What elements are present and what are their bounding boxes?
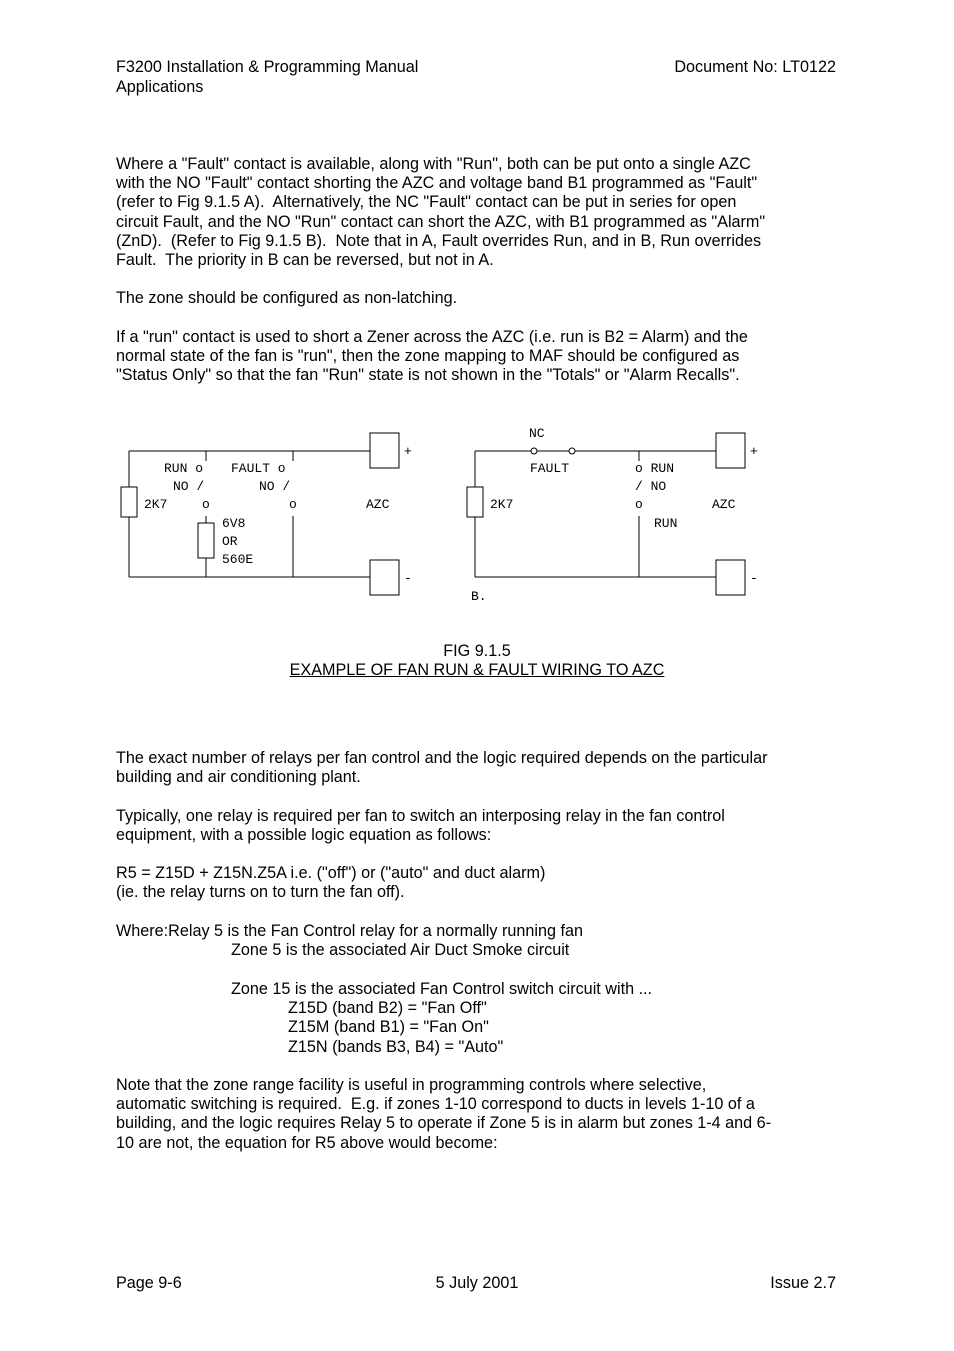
- label-minus: -: [404, 571, 412, 586]
- azc-terminal-plus-a: [370, 433, 399, 468]
- resistor-2k7-a: [121, 487, 137, 517]
- section-name: Applications: [116, 78, 204, 96]
- paragraph-fault-run: [116, 155, 836, 270]
- label-run: o RUN: [635, 461, 675, 476]
- paragraph-zone-range: [116, 1076, 836, 1153]
- label-no: NO /: [259, 479, 291, 494]
- text-line: Where a "Fault" contact is available, along with "Run", both can be put onto a single AZC: [116, 155, 751, 173]
- footer-date: 5 July 2001: [435, 1274, 519, 1292]
- text-line: "Status Only" so that the fan "Run" state is not shown in the "Totals" or "Alarm Recalls".: [116, 366, 740, 385]
- diagram-a: [121, 433, 412, 595]
- wiring-diagram: [0, 420, 954, 620]
- figure-caption: EXAMPLE OF FAN RUN & FAULT WIRING TO AZC: [289, 661, 665, 679]
- text-line: (ZnD). (Refer to Fig 9.1.5 B). Note that in A, Fault overrides Run, and in B, Run overrides: [116, 231, 762, 250]
- paragraph-typical-relay: [116, 807, 836, 845]
- label-zener-6v8: 6V8: [222, 516, 246, 531]
- label-azc: AZC: [366, 497, 390, 512]
- page-number: Page 9-6: [116, 1274, 182, 1292]
- label-zener-or: OR: [222, 534, 238, 549]
- azc-terminal-plus-b: [716, 433, 745, 468]
- where-line-2: Zone 5 is the associated Air Duct Smoke circuit: [231, 941, 570, 959]
- paragraph-non-latching: [116, 289, 836, 308]
- issue-number: Issue 2.7: [770, 1274, 836, 1292]
- band-line-3: Z15N (bands B3, B4) = "Auto": [288, 1038, 504, 1056]
- nc-contact-left: [531, 448, 537, 454]
- label-run: RUN o: [164, 461, 204, 476]
- label-2k7: 2K7: [490, 497, 514, 512]
- azc-terminal-minus-b: [716, 560, 745, 595]
- text-line: building and air conditioning plant.: [116, 768, 361, 787]
- paragraph-equation: [116, 864, 836, 902]
- label-zener-560e: 560E: [222, 552, 254, 567]
- text-line: building, and the logic requires Relay 5 to operate if Zone 5 is in alarm but zones 1-4 and 6-: [116, 1114, 772, 1133]
- label-azc: AZC: [712, 497, 736, 512]
- label-plus: +: [404, 444, 412, 459]
- text-line: If a "run" contact is used to short a Zener across the AZC (i.e. run is B2 = Alarm) and the: [116, 328, 748, 346]
- nc-contact-right: [569, 448, 575, 454]
- label-run-2: RUN: [654, 516, 678, 531]
- label-no: / NO: [635, 479, 667, 494]
- text-line: circuit Fault, and the NO "Run" contact can short the AZC, with B1 programmed as "Alarm": [116, 212, 766, 231]
- label-fault: FAULT: [530, 461, 570, 476]
- text-line: The zone should be configured as non-latching.: [116, 289, 458, 307]
- contact-o: o: [635, 497, 643, 512]
- label-nc: NC: [529, 426, 545, 441]
- label-fault: FAULT o: [231, 461, 286, 476]
- text-line: with the NO "Fault" contact shorting the AZC and voltage band B1 programmed as "Fault": [116, 174, 758, 193]
- paragraph-run-contact: [116, 328, 836, 386]
- zener-diode: [198, 523, 214, 558]
- resistor-2k7-b: [467, 487, 483, 517]
- label-no: NO /: [173, 479, 205, 494]
- band-line-1: Z15D (band B2) = "Fan Off": [288, 999, 487, 1017]
- text-line: The exact number of relays per fan control and the logic required depends on the particular: [116, 749, 768, 767]
- text-line: Fault. The priority in B can be reversed, but not in A.: [116, 251, 494, 270]
- where-line-3: Zone 15 is the associated Fan Control switch circuit with ...: [231, 980, 653, 998]
- figure-number: FIG 9.1.5: [443, 642, 511, 660]
- azc-terminal-minus-a: [370, 560, 399, 595]
- document-number: Document No: LT0122: [674, 58, 836, 76]
- text-line: (refer to Fig 9.1.5 A). Alternatively, the NC "Fault" contact can be put in series for open: [116, 193, 737, 212]
- contact-o: o: [289, 497, 297, 512]
- diagram-b: [467, 426, 758, 604]
- text-line: normal state of the fan is "run", then the zone mapping to MAF should be configured as: [116, 347, 740, 366]
- text-line: equipment, with a possible logic equation as follows:: [116, 826, 492, 845]
- label-b: B.: [471, 589, 487, 604]
- label-plus: +: [750, 444, 758, 459]
- text-line: (ie. the relay turns on to turn the fan off).: [116, 883, 405, 902]
- contact-o: o: [202, 497, 210, 512]
- label-2k7: 2K7: [144, 497, 168, 512]
- manual-title: F3200 Installation & Programming Manual: [116, 58, 419, 76]
- paragraph-relays: [116, 749, 836, 787]
- text-line: Note that the zone range facility is useful in programming controls where selective,: [116, 1076, 707, 1094]
- text-line: automatic switching is required. E.g. if zones 1-10 correspond to ducts in levels 1-10 of a: [116, 1095, 755, 1114]
- band-line-2: Z15M (band B1) = "Fan On": [288, 1018, 489, 1036]
- text-line: R5 = Z15D + Z15N.Z5A i.e. ("off") or ("auto" and duct alarm): [116, 864, 546, 882]
- where-line-1: Where:Relay 5 is the Fan Control relay for a normally running fan: [116, 922, 583, 940]
- label-minus: -: [750, 571, 758, 586]
- text-line: 10 are not, the equation for R5 above would become:: [116, 1133, 498, 1152]
- text-line: Typically, one relay is required per fan to switch an interposing relay in the fan control: [116, 807, 725, 825]
